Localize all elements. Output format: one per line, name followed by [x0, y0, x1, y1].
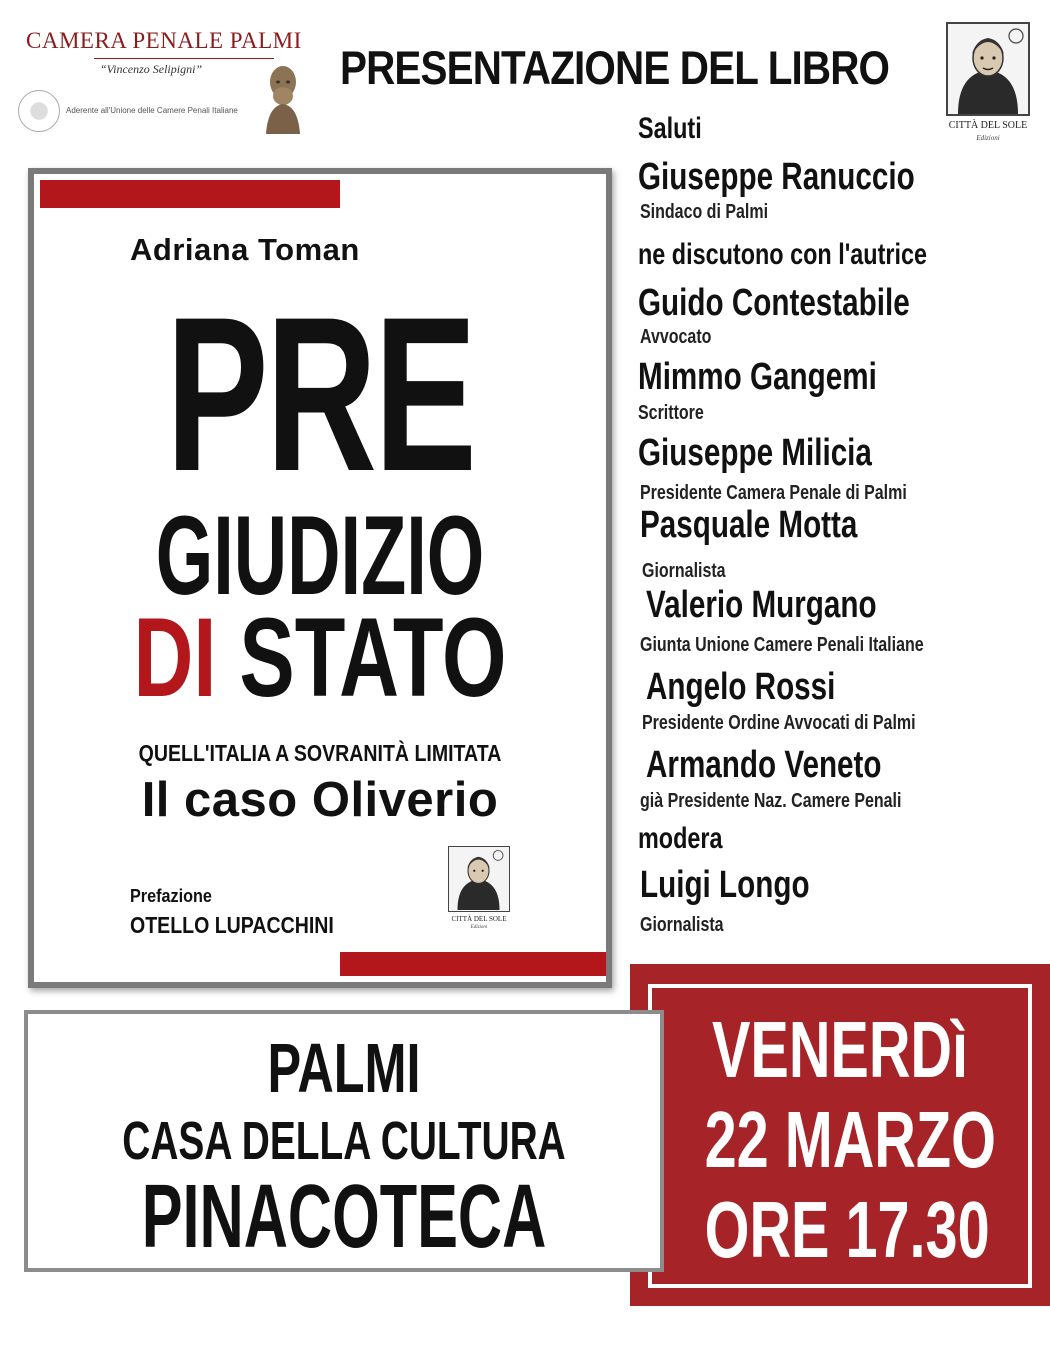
ucpi-seal-icon [18, 90, 60, 132]
bust-statue-icon [262, 62, 304, 134]
speaker-role: Avvocato [640, 326, 712, 348]
book-title-line-3 [108, 595, 531, 720]
venue-room: PINACOTECA [141, 1167, 547, 1267]
speaker-name: Guido Contestabile [638, 282, 910, 324]
cover-red-bar-top [40, 180, 340, 208]
monk-portrait-icon [448, 846, 510, 912]
cover-red-bar-bottom [340, 952, 606, 976]
speaker-role: Presidente Camera Penale di Palmi [640, 482, 907, 504]
venue-city: PALMI [267, 1029, 421, 1107]
date-frame [648, 984, 1032, 1288]
moderator-name: Luigi Longo [640, 864, 810, 906]
book-title-black-word: STATO [239, 595, 507, 720]
speaker-name: Giuseppe Ranuccio [638, 156, 915, 198]
citta-del-sole-logo [946, 22, 1030, 146]
book-subtitle: QUELL'ITALIA A SOVRANITÀ LIMITATA [138, 740, 502, 766]
camera-penale-logo [14, 20, 314, 130]
speaker-role: Giunta Unione Camere Penali Italiane [640, 634, 924, 656]
publisher-sub: Edizioni [976, 134, 1000, 142]
publisher-name: CITTÀ DEL SOLE [948, 120, 1028, 131]
speaker-name: Angelo Rossi [646, 666, 836, 708]
speaker-role: Sindaco di Palmi [640, 201, 769, 223]
cover-publisher-sub: Edizioni [470, 925, 488, 930]
preface-label: Prefazione [130, 886, 212, 906]
greetings-label: Saluti [638, 112, 702, 145]
org-subtitle: “Vincenzo Selipigni” [100, 62, 203, 76]
preface-author: OTELLO LUPACCHINI [130, 912, 334, 938]
book-case-title: Il caso Oliverio [141, 773, 499, 827]
venue-box [24, 1010, 664, 1272]
moderator-label: modera [638, 822, 723, 855]
org-name: CAMERA PENALE PALMI [26, 28, 302, 53]
venue-place: CASA DELLA CULTURA [122, 1111, 566, 1171]
event-time: ORE 17.30 [704, 1185, 990, 1274]
discussion-label: ne discutono con l'autrice [638, 238, 928, 271]
book-cover [28, 168, 612, 988]
moderator-role: Giornalista [640, 914, 724, 936]
speaker-role: Giornalista [642, 560, 726, 582]
book-title-red-word: DI [133, 595, 217, 720]
event-title: PRESENTAZIONE DEL LIBRO [340, 41, 890, 94]
book-title-line-1: PRE [165, 271, 475, 517]
speaker-name: Valerio Murgano [646, 584, 877, 626]
speaker-role: Scrittore [638, 402, 704, 424]
cover-publisher-logo [448, 846, 510, 936]
speaker-name: Armando Veneto [646, 744, 882, 786]
speaker-name: Giuseppe Milicia [638, 432, 872, 474]
monk-portrait-icon [946, 22, 1030, 116]
speaker-name: Mimmo Gangemi [638, 356, 877, 398]
org-name-divider [94, 58, 274, 59]
book-title-line-2: GIUDIZIO [155, 493, 485, 618]
speaker-name: Pasquale Motta [640, 504, 858, 546]
book-author: Adriana Toman [130, 232, 360, 267]
speaker-role: già Presidente Naz. Camere Penali [640, 790, 902, 812]
cover-publisher-name: CITTÀ DEL SOLE [451, 915, 507, 923]
org-member-text: Aderente all'Unione delle Camere Penali Italiane [66, 106, 238, 115]
date-box [630, 964, 1050, 1306]
event-date: 22 MARZO [704, 1095, 996, 1184]
event-day: VENERDì [711, 1005, 969, 1094]
speaker-role: Presidente Ordine Avvocati di Palmi [642, 712, 916, 734]
